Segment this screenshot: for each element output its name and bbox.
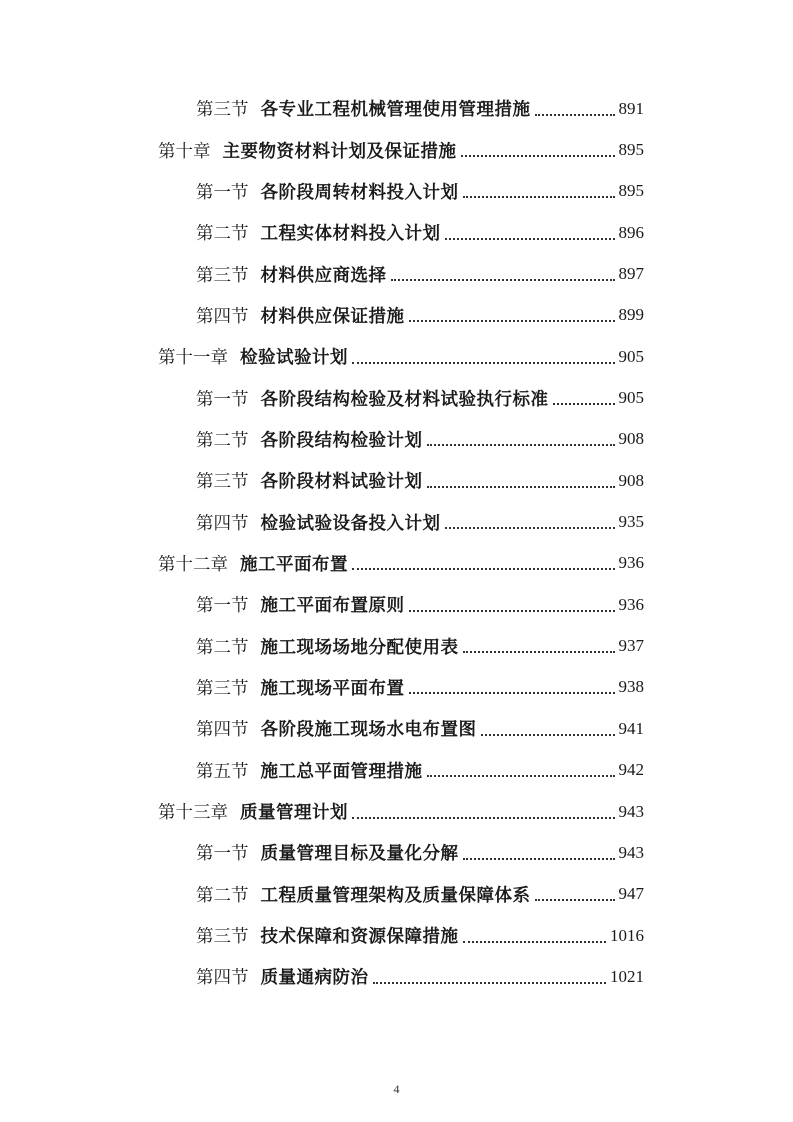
toc-entry-page: 1016 [610,925,644,945]
toc-dot-leader [463,941,607,943]
toc-entry-line [158,551,644,576]
toc-dot-leader [481,734,615,736]
toc-dot-leader [409,320,615,322]
toc-entry-title: 检验试验设备投入计划 [260,513,441,534]
toc-dot-leader [553,403,615,405]
toc-entry-number: 第十二章 [158,554,228,575]
toc-entry-page: 891 [618,98,644,118]
toc-entry-page: 908 [618,429,644,449]
toc-entry-title: 主要物资材料计划及保证措施 [222,141,457,162]
toc-entry-title: 检验试验计划 [240,348,348,369]
toc-section-entry[interactable] [0,750,793,791]
toc-entry-title: 施工现场平面布置 [260,678,405,699]
toc-dot-leader [352,362,615,364]
toc-section-entry[interactable] [0,832,793,873]
toc-section-entry[interactable] [0,212,793,253]
toc-entry-number: 第一节 [196,596,249,617]
toc-entry-line [196,386,644,411]
toc-dot-leader [463,196,615,198]
toc-entry-page: 896 [618,222,644,242]
toc-section-entry[interactable] [0,253,793,294]
toc-section-entry[interactable] [0,171,793,212]
toc-entry-title: 施工现场场地分配使用表 [260,637,459,658]
toc-dot-leader [445,238,615,240]
toc-entry-number: 第二节 [196,885,249,906]
toc-dot-leader [445,527,615,529]
toc-chapter-entry[interactable] [0,543,793,584]
toc-section-entry[interactable] [0,377,793,418]
toc-entry-line [158,138,644,163]
toc-entry-number: 第三节 [196,472,249,493]
toc-entry-number: 第十三章 [158,803,228,824]
toc-entry-line [196,716,644,741]
toc-entry-page: 908 [618,470,644,490]
toc-entry-line [196,923,644,948]
toc-entry-line [158,344,644,369]
toc-entry-number: 第三节 [196,927,249,948]
toc-entry-line [196,758,644,783]
toc-entry-title: 工程实体材料投入计划 [260,224,441,245]
toc-entry-page: 942 [618,760,644,780]
toc-entry-page: 943 [618,801,644,821]
toc-dot-leader [535,114,615,116]
toc-dot-leader [535,899,615,901]
toc-section-entry[interactable] [0,915,793,956]
toc-entry-number: 第三节 [196,100,249,121]
toc-dot-leader [352,568,615,570]
toc-chapter-entry[interactable] [0,791,793,832]
toc-section-entry[interactable] [0,88,793,129]
toc-entry-number: 第三节 [196,265,249,286]
toc-entry-line [196,303,644,328]
toc-entry-number: 第四节 [196,720,249,741]
toc-entry-title: 质量管理目标及量化分解 [260,844,459,865]
table-of-contents [0,88,793,998]
toc-section-entry[interactable] [0,584,793,625]
toc-entry-page: 935 [618,512,644,532]
toc-entry-page: 899 [618,305,644,325]
toc-entry-line [158,799,644,824]
toc-entry-line [196,964,644,989]
toc-entry-number: 第一节 [196,389,249,410]
toc-entry-title: 各阶段结构检验及材料试验执行标准 [260,389,549,410]
toc-entry-number: 第二节 [196,637,249,658]
toc-entry-number: 第一节 [196,844,249,865]
toc-entry-title: 各阶段结构检验计划 [260,430,423,451]
toc-entry-number: 第十一章 [158,348,228,369]
toc-entry-line [196,592,644,617]
toc-entry-title: 各专业工程机械管理使用管理措施 [260,100,531,121]
toc-dot-leader [427,775,615,777]
toc-entry-line [196,510,644,535]
toc-entry-line [196,882,644,907]
toc-entry-line [196,427,644,452]
toc-entry-title: 各阶段材料试验计划 [260,472,423,493]
toc-entry-page: 943 [618,842,644,862]
toc-entry-title: 工程质量管理架构及质量保障体系 [260,885,531,906]
toc-entry-line [196,468,644,493]
toc-section-entry[interactable] [0,501,793,542]
toc-section-entry[interactable] [0,874,793,915]
toc-entry-title: 施工总平面管理措施 [260,761,423,782]
toc-entry-title: 质量管理计划 [240,803,348,824]
toc-entry-page: 895 [618,140,644,160]
toc-section-entry[interactable] [0,419,793,460]
toc-entry-line [196,634,644,659]
toc-entry-line [196,179,644,204]
toc-dot-leader [427,444,615,446]
toc-entry-page: 895 [618,181,644,201]
toc-entry-line [196,96,644,121]
toc-entry-title: 各阶段施工现场水电布置图 [260,720,477,741]
page-number: 4 [393,1082,400,1096]
toc-entry-page: 905 [618,388,644,408]
toc-section-entry[interactable] [0,667,793,708]
toc-entry-page: 947 [618,884,644,904]
toc-entry-page: 936 [618,553,644,573]
toc-dot-leader [427,486,615,488]
toc-entry-line [196,675,644,700]
toc-entry-page: 1021 [610,966,644,986]
toc-entry-number: 第四节 [196,968,249,989]
toc-entry-title: 材料供应保证措施 [260,306,405,327]
toc-entry-page: 937 [618,636,644,656]
toc-dot-leader [463,858,615,860]
toc-entry-page: 897 [618,264,644,284]
toc-dot-leader [409,692,615,694]
toc-entry-page: 941 [618,718,644,738]
toc-entry-number: 第三节 [196,678,249,699]
toc-entry-number: 第五节 [196,761,249,782]
toc-entry-number: 第四节 [196,513,249,534]
toc-entry-title: 施工平面布置 [240,554,348,575]
toc-entry-line [196,840,644,865]
toc-entry-title: 技术保障和资源保障措施 [260,927,459,948]
toc-dot-leader [463,651,615,653]
toc-dot-leader [352,817,615,819]
toc-entry-number: 第二节 [196,430,249,451]
toc-entry-title: 质量通病防治 [260,968,369,989]
toc-entry-title: 施工平面布置原则 [260,596,405,617]
toc-entry-page: 936 [618,594,644,614]
toc-dot-leader [409,610,615,612]
toc-entry-number: 第十章 [158,141,211,162]
toc-entry-page: 938 [618,677,644,697]
toc-entry-title: 各阶段周转材料投入计划 [260,182,459,203]
toc-dot-leader [373,982,607,984]
toc-entry-title: 材料供应商选择 [260,265,387,286]
toc-entry-line [196,220,644,245]
toc-section-entry[interactable] [0,625,793,666]
toc-section-entry[interactable] [0,295,793,336]
toc-entry-number: 第一节 [196,182,249,203]
toc-entry-line [196,262,644,287]
toc-entry-number: 第四节 [196,306,249,327]
toc-entry-number: 第二节 [196,224,249,245]
toc-section-entry[interactable] [0,708,793,749]
toc-chapter-entry[interactable] [0,129,793,170]
toc-section-entry[interactable] [0,956,793,997]
toc-entry-page: 905 [618,346,644,366]
toc-dot-leader [461,155,615,157]
toc-chapter-entry[interactable] [0,336,793,377]
toc-dot-leader [391,279,615,281]
toc-section-entry[interactable] [0,460,793,501]
